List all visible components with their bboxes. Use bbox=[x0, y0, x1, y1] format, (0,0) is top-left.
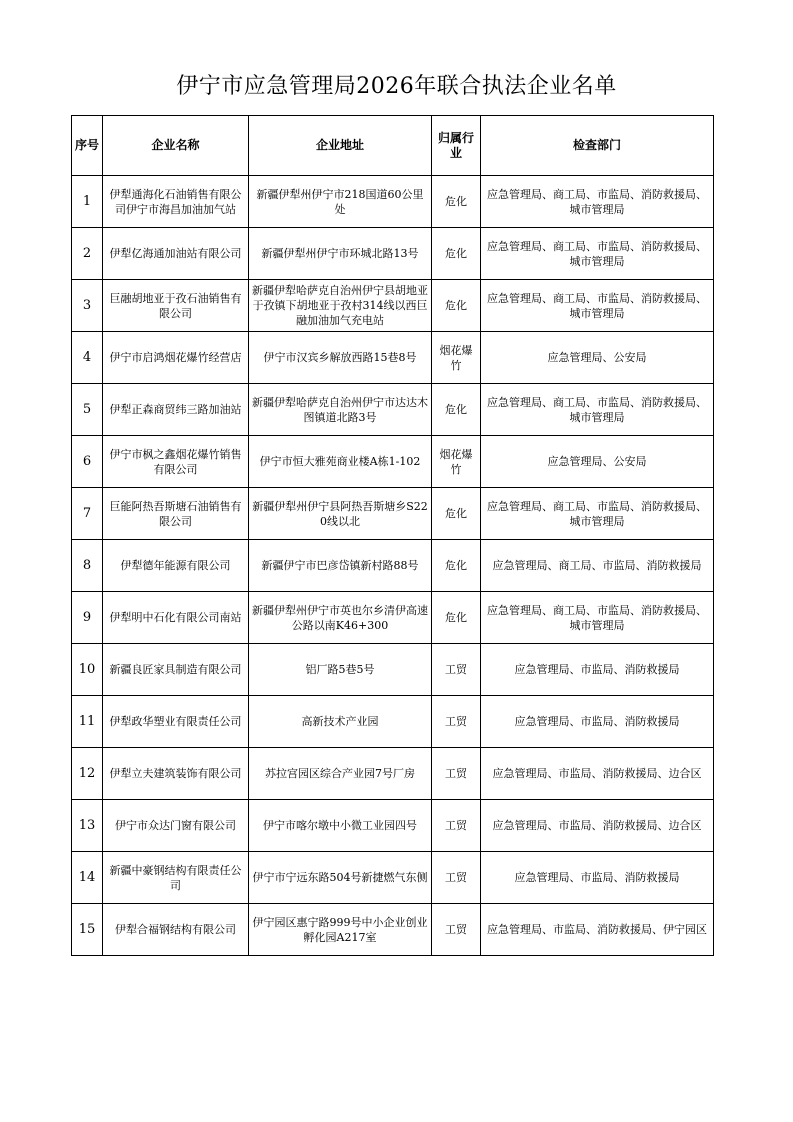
cell-address: 高新技术产业园 bbox=[249, 696, 432, 748]
header-industry: 归属行业 bbox=[432, 116, 481, 176]
table-row bbox=[72, 592, 714, 644]
cell-seq: 13 bbox=[72, 800, 103, 852]
table-row bbox=[72, 280, 714, 332]
cell-seq: 2 bbox=[72, 228, 103, 280]
cell-address: 新疆伊犁哈萨克自治州伊宁县胡地亚于孜镇下胡地亚于孜村314线以西巨融加油加气充电站 bbox=[249, 280, 432, 332]
cell-industry: 工贸 bbox=[432, 696, 481, 748]
cell-industry: 烟花爆竹 bbox=[432, 332, 481, 384]
cell-name: 伊犁亿海通加油站有限公司 bbox=[103, 228, 249, 280]
cell-seq: 12 bbox=[72, 748, 103, 800]
header-departments: 检查部门 bbox=[481, 116, 714, 176]
cell-address: 新疆伊犁州伊宁市英也尔乡清伊高速公路以南K46+300 bbox=[249, 592, 432, 644]
table-row bbox=[72, 228, 714, 280]
cell-industry: 危化 bbox=[432, 176, 481, 228]
cell-industry: 危化 bbox=[432, 592, 481, 644]
table-header-row bbox=[72, 116, 714, 176]
cell-departments: 应急管理局、市监局、消防救援局、边合区 bbox=[481, 800, 714, 852]
cell-address: 新疆伊宁市巴彦岱镇新村路88号 bbox=[249, 540, 432, 592]
table-row bbox=[72, 384, 714, 436]
table-row bbox=[72, 436, 714, 488]
page-title: 伊宁市应急管理局2026年联合执法企业名单 bbox=[176, 74, 617, 99]
cell-seq: 5 bbox=[72, 384, 103, 436]
cell-industry: 工贸 bbox=[432, 852, 481, 904]
cell-industry: 工贸 bbox=[432, 904, 481, 956]
header-address: 企业地址 bbox=[249, 116, 432, 176]
cell-name: 伊宁市枫之鑫烟花爆竹销售有限公司 bbox=[103, 436, 249, 488]
cell-seq: 14 bbox=[72, 852, 103, 904]
cell-industry: 危化 bbox=[432, 540, 481, 592]
cell-address: 新疆伊犁州伊宁市218国道60公里处 bbox=[249, 176, 432, 228]
cell-name: 伊宁市启鸿烟花爆竹经营店 bbox=[103, 332, 249, 384]
cell-industry: 危化 bbox=[432, 228, 481, 280]
cell-industry: 工贸 bbox=[432, 748, 481, 800]
cell-name: 伊犁合福钢结构有限公司 bbox=[103, 904, 249, 956]
cell-departments: 应急管理局、商工局、市监局、消防救援局、城市管理局 bbox=[481, 592, 714, 644]
cell-name: 伊犁政华塑业有限责任公司 bbox=[103, 696, 249, 748]
cell-address: 新疆伊犁州伊宁县阿热吾斯塘乡S220线以北 bbox=[249, 488, 432, 540]
cell-industry: 危化 bbox=[432, 488, 481, 540]
cell-name: 巨能阿热吾斯塘石油销售有限公司 bbox=[103, 488, 249, 540]
cell-departments: 应急管理局、公安局 bbox=[481, 436, 714, 488]
cell-address: 伊宁市宁远东路504号新捷燃气东侧 bbox=[249, 852, 432, 904]
table-row bbox=[72, 540, 714, 592]
cell-seq: 3 bbox=[72, 280, 103, 332]
cell-departments: 应急管理局、商工局、市监局、消防救援局、城市管理局 bbox=[481, 228, 714, 280]
cell-industry: 工贸 bbox=[432, 800, 481, 852]
cell-industry: 工贸 bbox=[432, 644, 481, 696]
cell-seq: 4 bbox=[72, 332, 103, 384]
cell-departments: 应急管理局、市监局、消防救援局 bbox=[481, 696, 714, 748]
cell-seq: 11 bbox=[72, 696, 103, 748]
cell-departments: 应急管理局、商工局、市监局、消防救援局、城市管理局 bbox=[481, 384, 714, 436]
cell-departments: 应急管理局、市监局、消防救援局 bbox=[481, 644, 714, 696]
cell-name: 伊犁明中石化有限公司南站 bbox=[103, 592, 249, 644]
cell-seq: 10 bbox=[72, 644, 103, 696]
cell-address: 铝厂路5巷5号 bbox=[249, 644, 432, 696]
table-row bbox=[72, 332, 714, 384]
enterprise-table bbox=[71, 115, 714, 956]
table-body bbox=[72, 176, 714, 956]
table-row bbox=[72, 904, 714, 956]
cell-seq: 7 bbox=[72, 488, 103, 540]
cell-departments: 应急管理局、市监局、消防救援局、伊宁园区 bbox=[481, 904, 714, 956]
table-row bbox=[72, 488, 714, 540]
cell-name: 伊犁立夫建筑装饰有限公司 bbox=[103, 748, 249, 800]
cell-industry: 烟花爆竹 bbox=[432, 436, 481, 488]
cell-departments: 应急管理局、商工局、市监局、消防救援局、城市管理局 bbox=[481, 176, 714, 228]
cell-seq: 8 bbox=[72, 540, 103, 592]
cell-seq: 6 bbox=[72, 436, 103, 488]
cell-address: 伊宁市汉宾乡解放西路15巷8号 bbox=[249, 332, 432, 384]
table-row bbox=[72, 748, 714, 800]
cell-seq: 9 bbox=[72, 592, 103, 644]
cell-departments: 应急管理局、市监局、消防救援局 bbox=[481, 852, 714, 904]
cell-departments: 应急管理局、商工局、市监局、消防救援局、城市管理局 bbox=[481, 280, 714, 332]
table-row bbox=[72, 696, 714, 748]
cell-name: 伊犁德年能源有限公司 bbox=[103, 540, 249, 592]
table-row bbox=[72, 800, 714, 852]
cell-name: 伊犁通海化石油销售有限公司伊宁市海昌加油加气站 bbox=[103, 176, 249, 228]
header-name: 企业名称 bbox=[103, 116, 249, 176]
cell-address: 新疆伊犁州伊宁市环城北路13号 bbox=[249, 228, 432, 280]
cell-seq: 15 bbox=[72, 904, 103, 956]
cell-address: 苏拉宫园区综合产业园7号厂房 bbox=[249, 748, 432, 800]
cell-name: 新疆中豪钢结构有限责任公司 bbox=[103, 852, 249, 904]
table-row bbox=[72, 852, 714, 904]
cell-seq: 1 bbox=[72, 176, 103, 228]
cell-name: 伊宁市众达门窗有限公司 bbox=[103, 800, 249, 852]
table-row bbox=[72, 644, 714, 696]
cell-departments: 应急管理局、商工局、市监局、消防救援局、城市管理局 bbox=[481, 488, 714, 540]
cell-address: 伊宁市恒大雅苑商业楼A栋1-102 bbox=[249, 436, 432, 488]
cell-industry: 危化 bbox=[432, 280, 481, 332]
table-row bbox=[72, 176, 714, 228]
cell-departments: 应急管理局、市监局、消防救援局、边合区 bbox=[481, 748, 714, 800]
cell-address: 伊宁市喀尔墩中小微工业园四号 bbox=[249, 800, 432, 852]
cell-industry: 危化 bbox=[432, 384, 481, 436]
header-seq: 序号 bbox=[72, 116, 103, 176]
cell-address: 伊宁园区惠宁路999号中小企业创业孵化园A217室 bbox=[249, 904, 432, 956]
cell-departments: 应急管理局、商工局、市监局、消防救援局 bbox=[481, 540, 714, 592]
cell-name: 伊犁正森商贸纬三路加油站 bbox=[103, 384, 249, 436]
cell-name: 巨融胡地亚于孜石油销售有限公司 bbox=[103, 280, 249, 332]
cell-name: 新疆良匠家具制造有限公司 bbox=[103, 644, 249, 696]
cell-address: 新疆伊犁哈萨克自治州伊宁市达达木图镇道北路3号 bbox=[249, 384, 432, 436]
cell-departments: 应急管理局、公安局 bbox=[481, 332, 714, 384]
